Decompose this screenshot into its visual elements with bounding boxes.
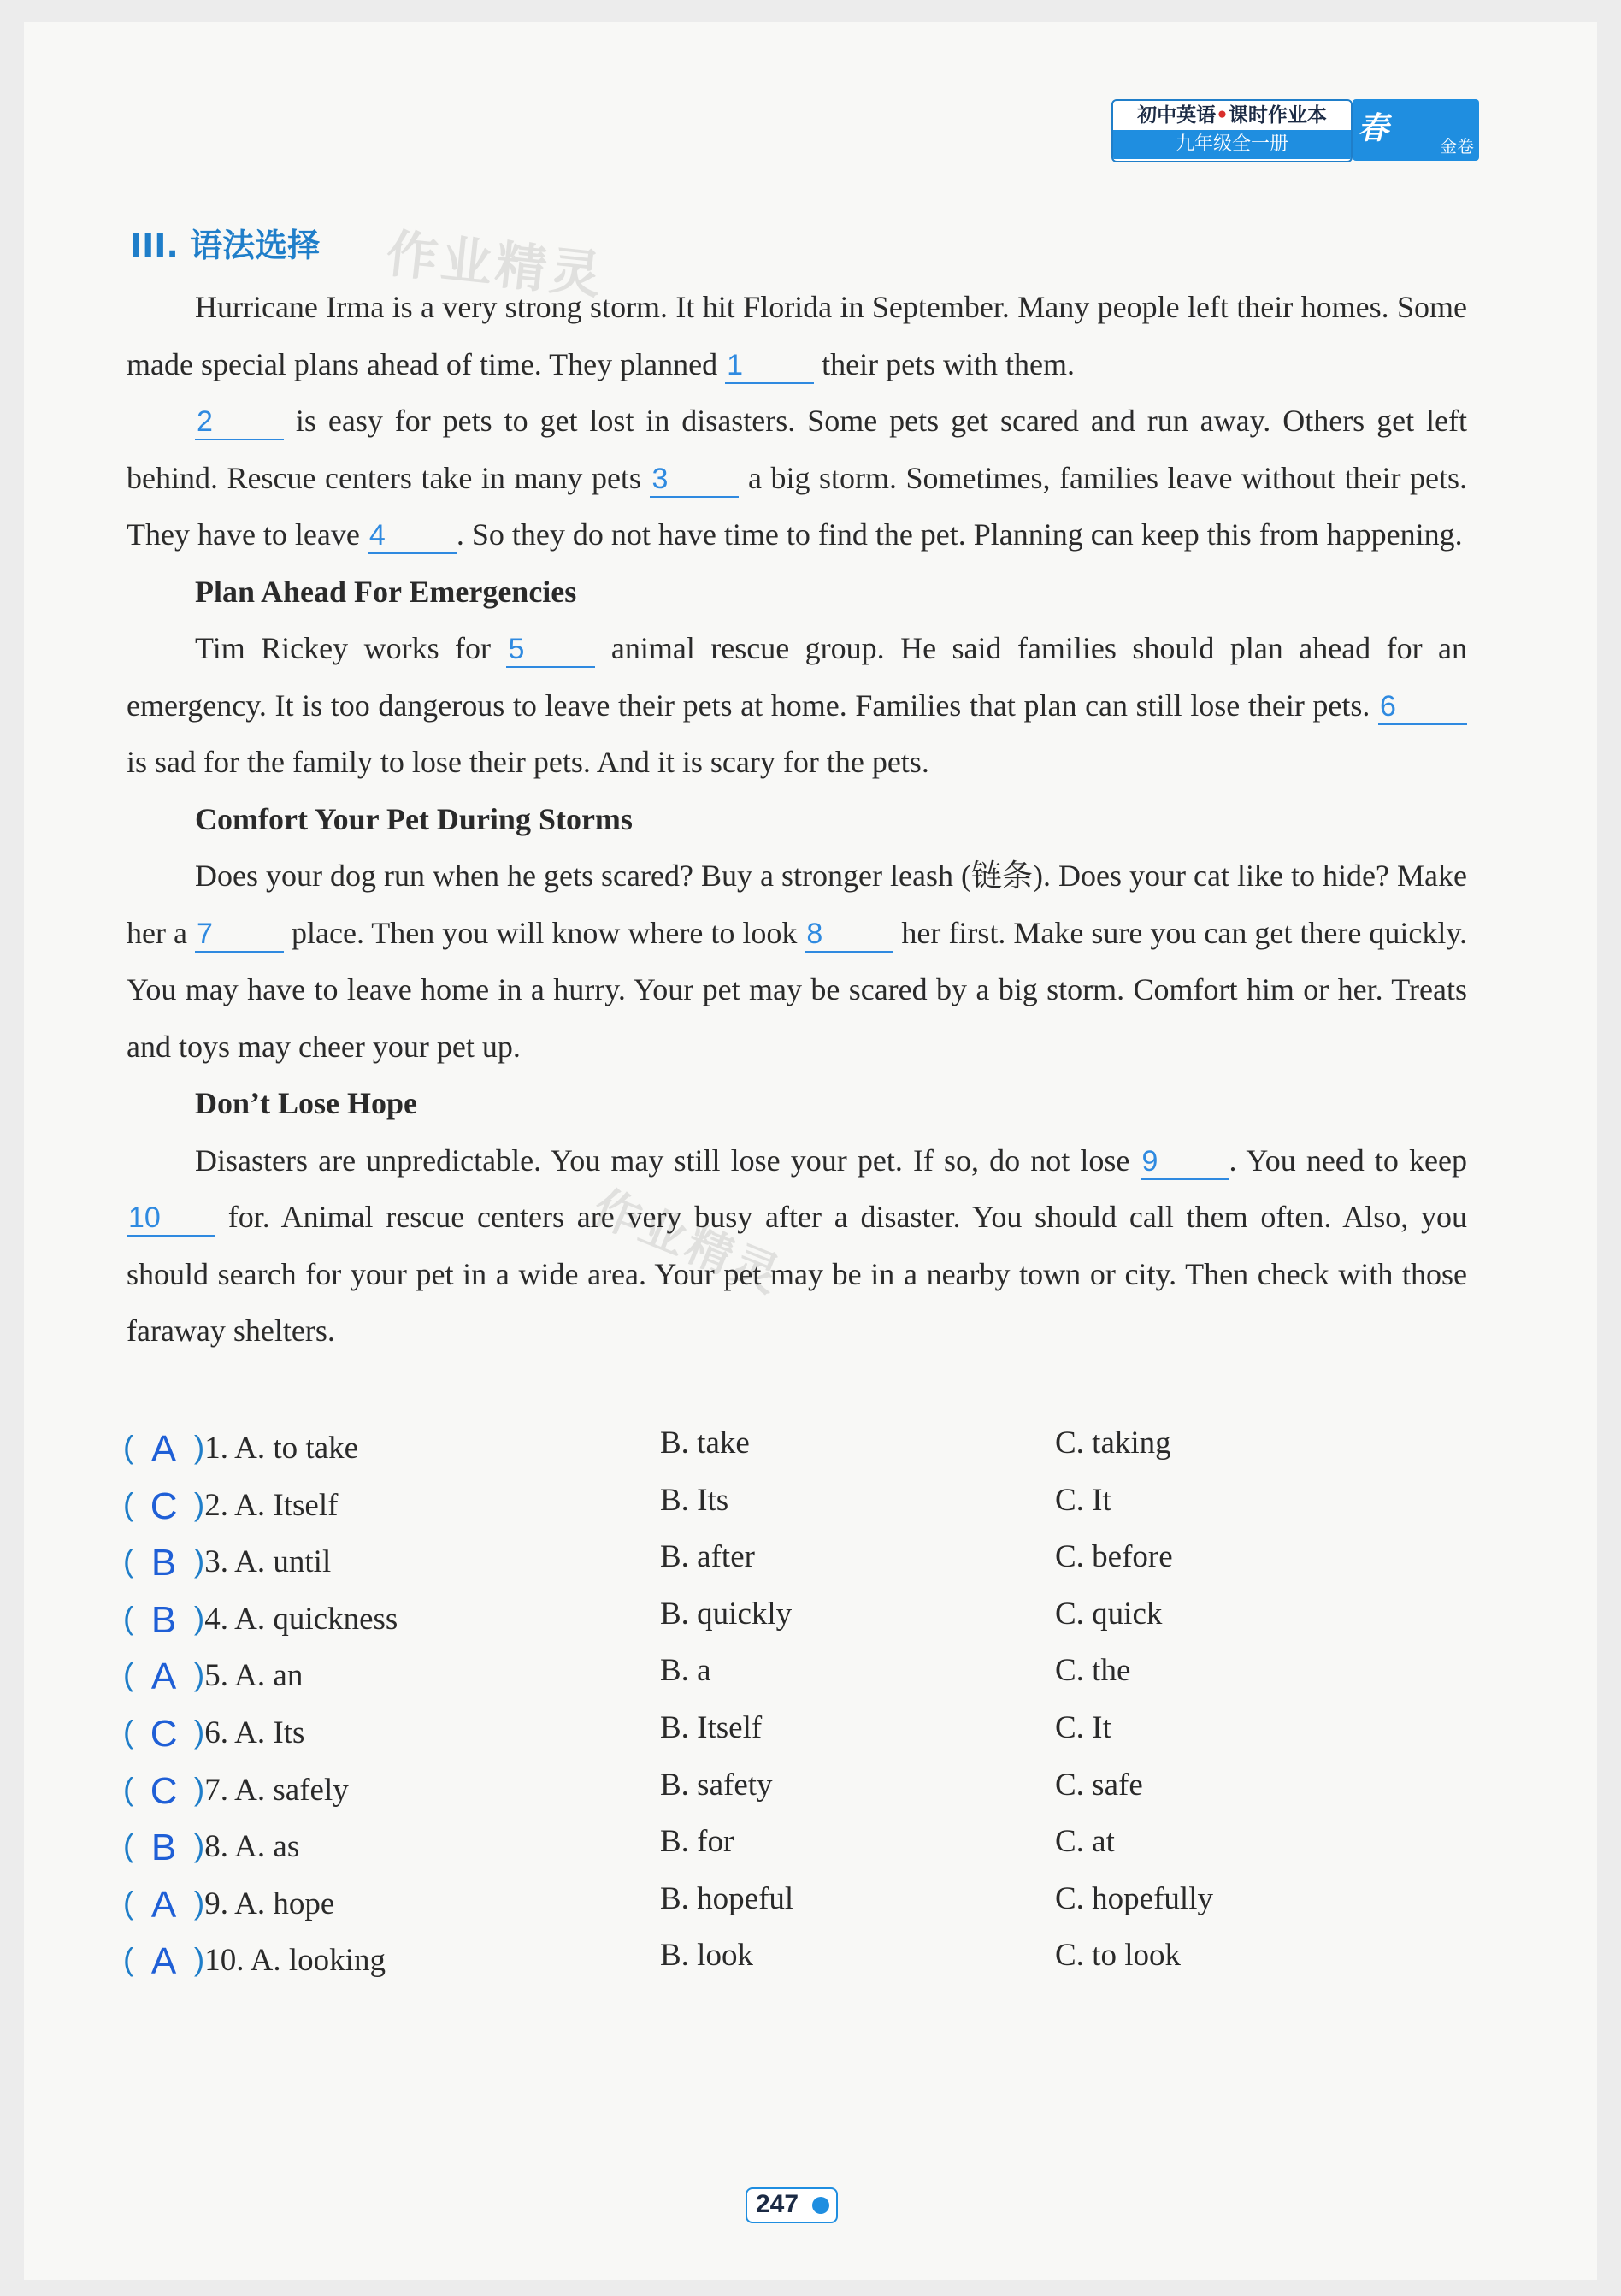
option-c: C. taking xyxy=(1055,1425,1171,1461)
option-b: B. safety xyxy=(660,1767,773,1803)
option-b: B. Its xyxy=(660,1482,729,1518)
blank: 4 xyxy=(368,518,457,554)
blank: 10 xyxy=(127,1201,215,1237)
option-a: 1. A. to take xyxy=(204,1431,359,1466)
answer: A xyxy=(150,1656,177,1698)
paragraph: Tim Rickey works for 5 animal rescue group. He said families should plan ahead for an emergency. It is too dangerous to leave their pets at home. Families that plan can still lose their pets. 6 is sad for the family to lose their pets. And it is scary for the pets. xyxy=(127,631,1468,779)
blank: 3 xyxy=(650,462,739,498)
answer: C xyxy=(150,1484,178,1527)
option-b: B. for xyxy=(660,1824,734,1860)
answer: B xyxy=(150,1598,177,1641)
blank: 1 xyxy=(725,348,814,384)
page-dot-icon xyxy=(812,2197,829,2214)
question-row: ( A )10. A. looking B. look C. to look xyxy=(123,1938,1181,1983)
option-b: B. a xyxy=(660,1653,711,1689)
brand-logo: 春 金卷 xyxy=(1353,99,1479,161)
answer: A xyxy=(150,1940,177,1983)
book-title: 初中英语•课时作业本 xyxy=(1137,104,1327,127)
question-row: ( A )9. A. hope B. hopeful C. hopefully xyxy=(123,1880,1213,1926)
answer: A xyxy=(150,1428,177,1470)
answer: B xyxy=(150,1827,177,1869)
answer: C xyxy=(150,1769,178,1812)
question-row: ( C )7. A. safely B. safety C. safe xyxy=(123,1767,1143,1812)
header-badge xyxy=(1111,99,1479,159)
blank: 6 xyxy=(1378,689,1467,725)
book-label xyxy=(1111,99,1353,162)
paragraph: Does your dog run when he gets scared? Buy a stronger leash (链条). Does your cat like to hide? Make her a 7 place. Then you will know where to look 8 her first. Make sure you can get there quickly. You may have to leave home in a hurry. Your pet may be scared by a big storm. Comfort him or her. Treats and toys may cheer your pet up. xyxy=(127,859,1467,1064)
blank: 9 xyxy=(1141,1144,1229,1180)
paragraph: 2 is easy for pets to get lost in disasters. Some pets get scared and run away. Others get left behind. Rescue centers take in many pets 3 a big storm. Sometimes, families leave without their pets. They have to leave 4 . So they do not have time to find the pet. Planning can keep this from happening. xyxy=(127,393,1467,564)
options-list xyxy=(123,1425,1491,1994)
question-row: ( B )4. A. quickness B. quickly C. quick xyxy=(123,1596,1163,1641)
option-a: 8. A. as xyxy=(204,1829,300,1865)
article xyxy=(127,279,1467,1360)
subheading: Don’t Lose Hope xyxy=(195,1086,417,1120)
answer: C xyxy=(150,1712,178,1755)
option-c: C. It xyxy=(1055,1482,1111,1518)
option-a: 6. A. Its xyxy=(204,1715,305,1750)
section-title: III. 语法选择 xyxy=(130,227,321,264)
question-row: ( A )1. A. to take B. take C. taking xyxy=(123,1425,1171,1470)
blank: 8 xyxy=(805,917,893,953)
option-b: B. after xyxy=(660,1539,755,1575)
option-b: B. take xyxy=(660,1425,750,1461)
subheading: Comfort Your Pet During Storms xyxy=(195,801,633,836)
question-row: ( C )6. A. Its B. Itself C. It xyxy=(123,1709,1111,1755)
watermark: 作业精灵 xyxy=(383,223,608,307)
option-c: C. safe xyxy=(1055,1767,1143,1803)
question-row: ( C )2. A. Itself B. Its C. It xyxy=(123,1482,1111,1527)
option-a: 4. A. quickness xyxy=(204,1601,398,1637)
option-c: C. hopefully xyxy=(1055,1880,1213,1916)
option-a: 9. A. hope xyxy=(204,1886,335,1921)
option-c: C. before xyxy=(1055,1539,1173,1575)
question-row: ( A )5. A. an B. a C. the xyxy=(123,1653,1131,1698)
paragraph: Hurricane Irma is a very strong storm. It hit Florida in September. Many people left their homes. Some made special plans ahead of time. They planned 1 their pets with them. xyxy=(127,279,1467,393)
option-a: 7. A. safely xyxy=(204,1772,349,1808)
option-c: C. quick xyxy=(1055,1596,1163,1632)
option-a: 2. A. Itself xyxy=(204,1487,339,1523)
blank: 7 xyxy=(195,917,284,953)
option-b: B. Itself xyxy=(660,1709,763,1745)
option-c: C. It xyxy=(1055,1709,1111,1745)
option-b: B. quickly xyxy=(660,1596,793,1632)
answer: B xyxy=(150,1542,177,1585)
paragraph: Disasters are unpredictable. You may still lose your pet. If so, do not lose 9 . You need to keep 10 for. Animal rescue centers are very busy after a disaster. You should call them often. Also, you should search for your pet in a wide area. Your pet may be in a nearby town or city. Then check with those faraway shelters. xyxy=(127,1142,1467,1348)
subheading: Plan Ahead For Emergencies xyxy=(195,574,577,609)
watermark: 作业精灵 xyxy=(586,1179,790,1304)
option-a: 3. A. until xyxy=(204,1544,332,1580)
option-c: C. at xyxy=(1055,1824,1115,1860)
blank: 5 xyxy=(506,632,595,668)
option-a: 5. A. an xyxy=(204,1658,304,1694)
answer: A xyxy=(150,1883,177,1926)
option-c: C. the xyxy=(1055,1653,1131,1689)
blank: 2 xyxy=(195,404,284,440)
question-row: ( B )3. A. until B. after C. before xyxy=(123,1539,1173,1585)
option-c: C. to look xyxy=(1055,1938,1181,1974)
page-number: 247 xyxy=(746,2187,838,2223)
option-b: B. look xyxy=(660,1938,753,1974)
option-b: B. hopeful xyxy=(660,1880,794,1916)
question-row: ( B )8. A. as B. for C. at xyxy=(123,1824,1115,1869)
option-a: 10. A. looking xyxy=(204,1943,386,1979)
grade-label: 九年级全一册 xyxy=(1113,130,1351,159)
